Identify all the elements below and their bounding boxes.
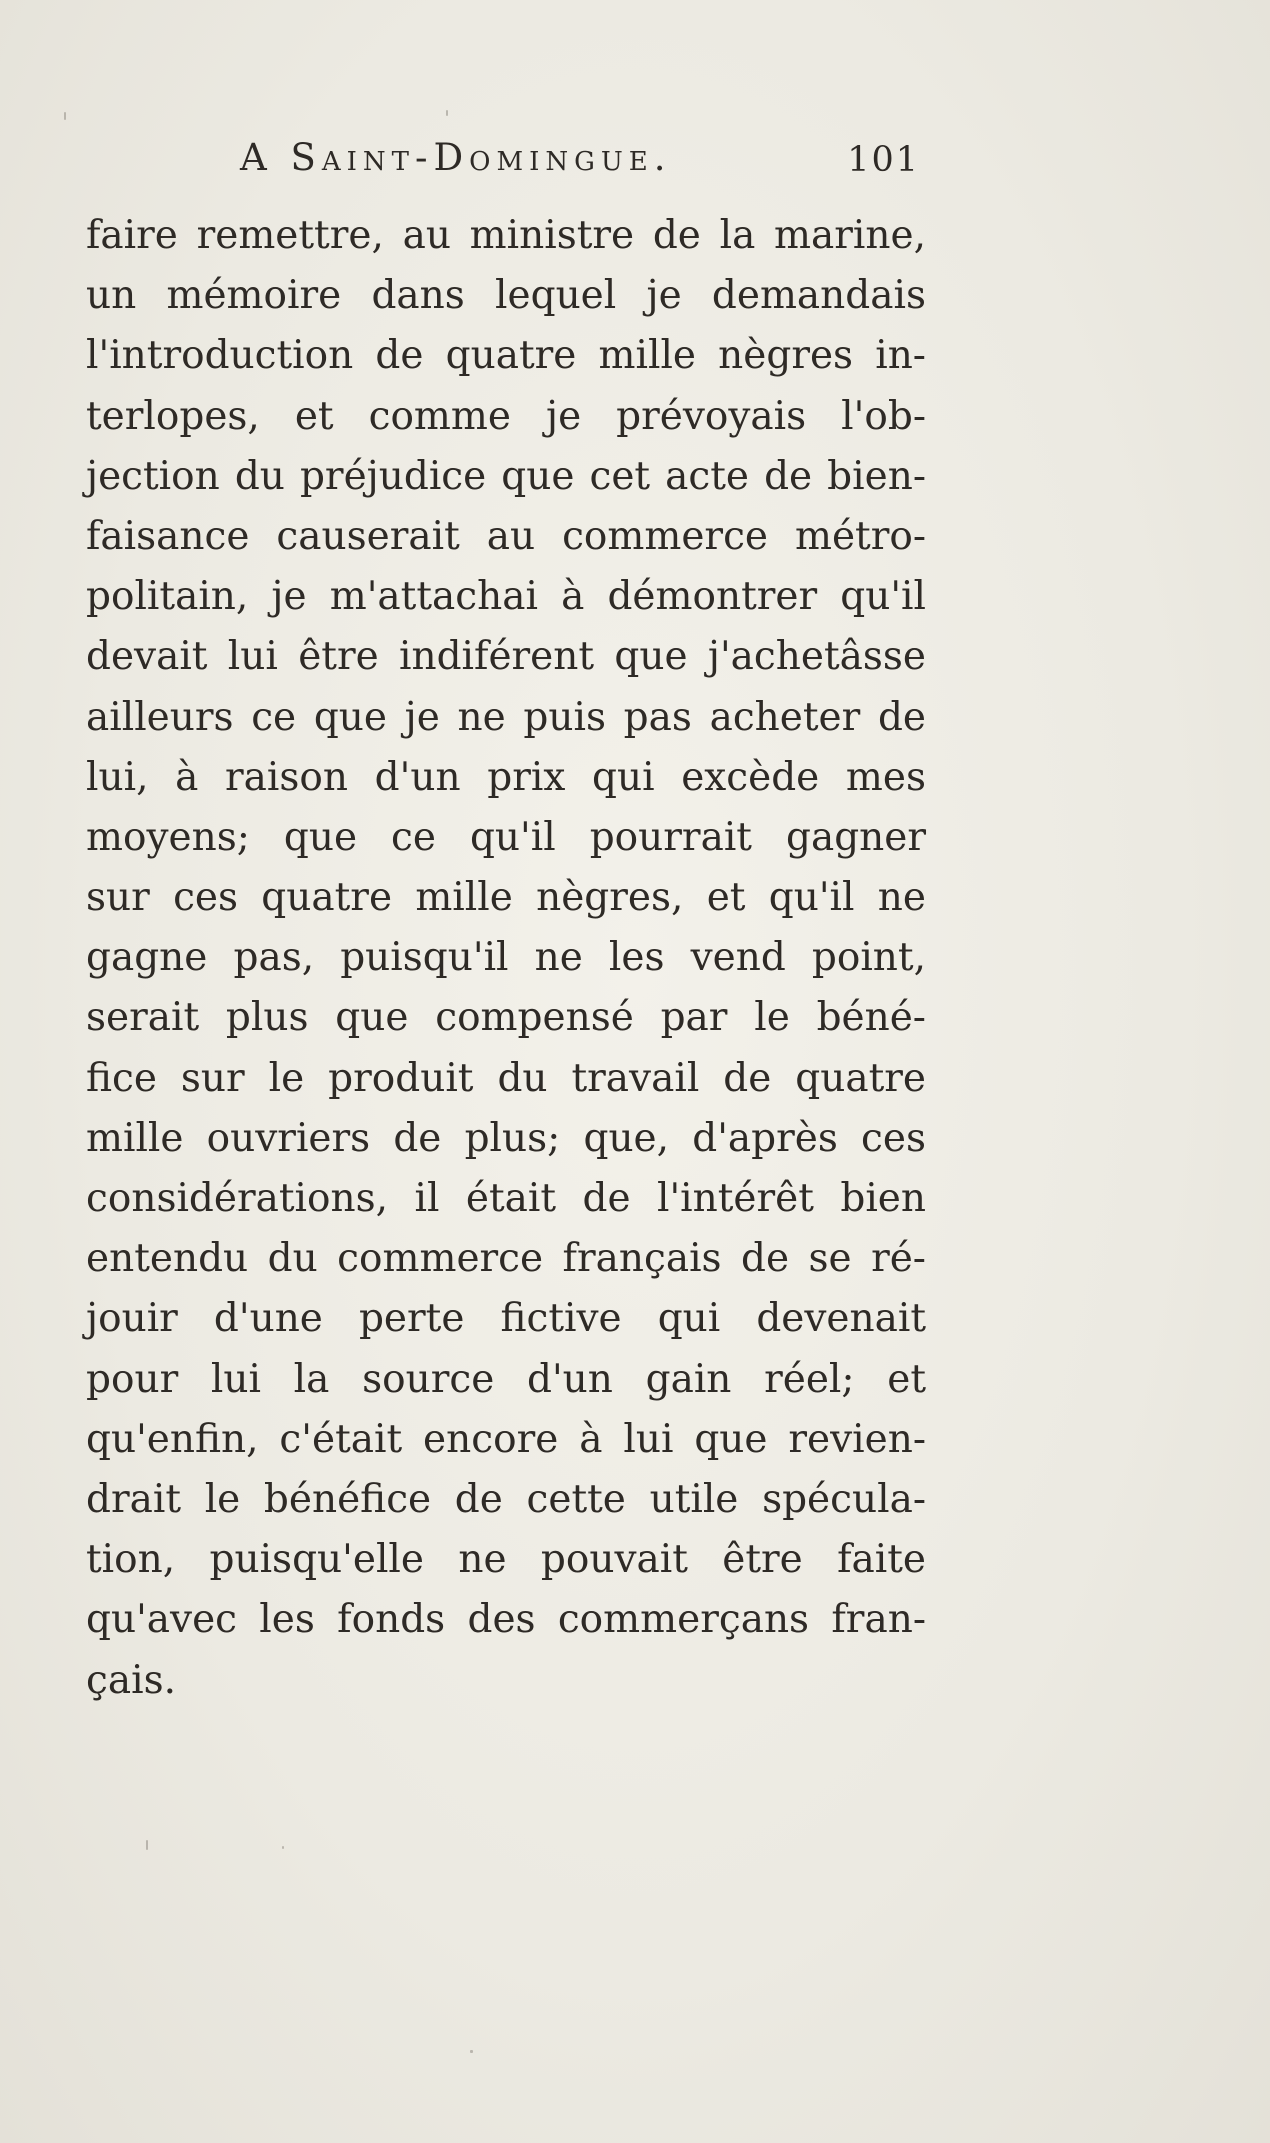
text-line: serait plus que compensé par le béné-	[86, 995, 926, 1041]
paper-speck	[146, 1840, 148, 1850]
text-line: qu'avec les fonds des commerçans fran-	[86, 1597, 926, 1643]
text-line: faire remettre, au ministre de la marine,	[86, 213, 926, 258]
body-text	[86, 206, 926, 1711]
text-line: faisance causerait au commerce métro-	[86, 513, 926, 559]
running-head	[240, 136, 920, 192]
running-head-title: A Saint-Domingue.	[240, 136, 672, 179]
text-line: terlopes, et comme je prévoyais l'ob-	[86, 393, 926, 439]
text-line: l'introduction de quatre mille nègres in-	[86, 333, 926, 379]
text-line: sur ces quatre mille nègres, et qu'il ne	[86, 875, 926, 921]
text-line: un mémoire dans lequel je demandais	[86, 273, 926, 319]
page-number: 101	[847, 140, 920, 180]
text-line: jection du préjudice que cet acte de bien-	[86, 453, 926, 499]
text-line: mille ouvriers de plus; que, d'après ces	[86, 1115, 926, 1161]
paper-speck	[64, 112, 66, 120]
text-line: lui, à raison d'un prix qui excède mes	[86, 754, 926, 800]
text-line: tion, puisqu'elle ne pouvait être faite	[86, 1537, 926, 1583]
paper-speck	[470, 2050, 473, 2053]
text-line: fice sur le produit du travail de quatre	[86, 1055, 926, 1101]
text-line: pour lui la source d'un gain réel; et	[86, 1356, 926, 1402]
text-line: moyens; que ce qu'il pourrait gagner	[86, 814, 926, 860]
paper-speck	[282, 1846, 284, 1849]
text-line: devait lui être indiférent que j'achetâsse	[86, 634, 926, 680]
text-line: qu'enfin, c'était encore à lui que revien-	[86, 1416, 926, 1462]
text-line: çais.	[86, 1657, 176, 1703]
text-line: entendu du commerce français de se ré-	[86, 1236, 926, 1282]
text-line: ailleurs ce que je ne puis pas acheter de	[86, 694, 926, 740]
text-line: considérations, il était de l'intérêt bien	[86, 1176, 926, 1221]
text-line: politain, je m'attachai à démontrer qu'il	[86, 574, 926, 620]
paper-speck	[446, 110, 448, 116]
text-line: drait le bénéfice de cette utile spécula-	[86, 1476, 926, 1522]
text-line: gagne pas, puisqu'il ne les vend point,	[86, 935, 926, 981]
text-line: jouir d'une perte fictive qui devenait	[86, 1296, 926, 1342]
